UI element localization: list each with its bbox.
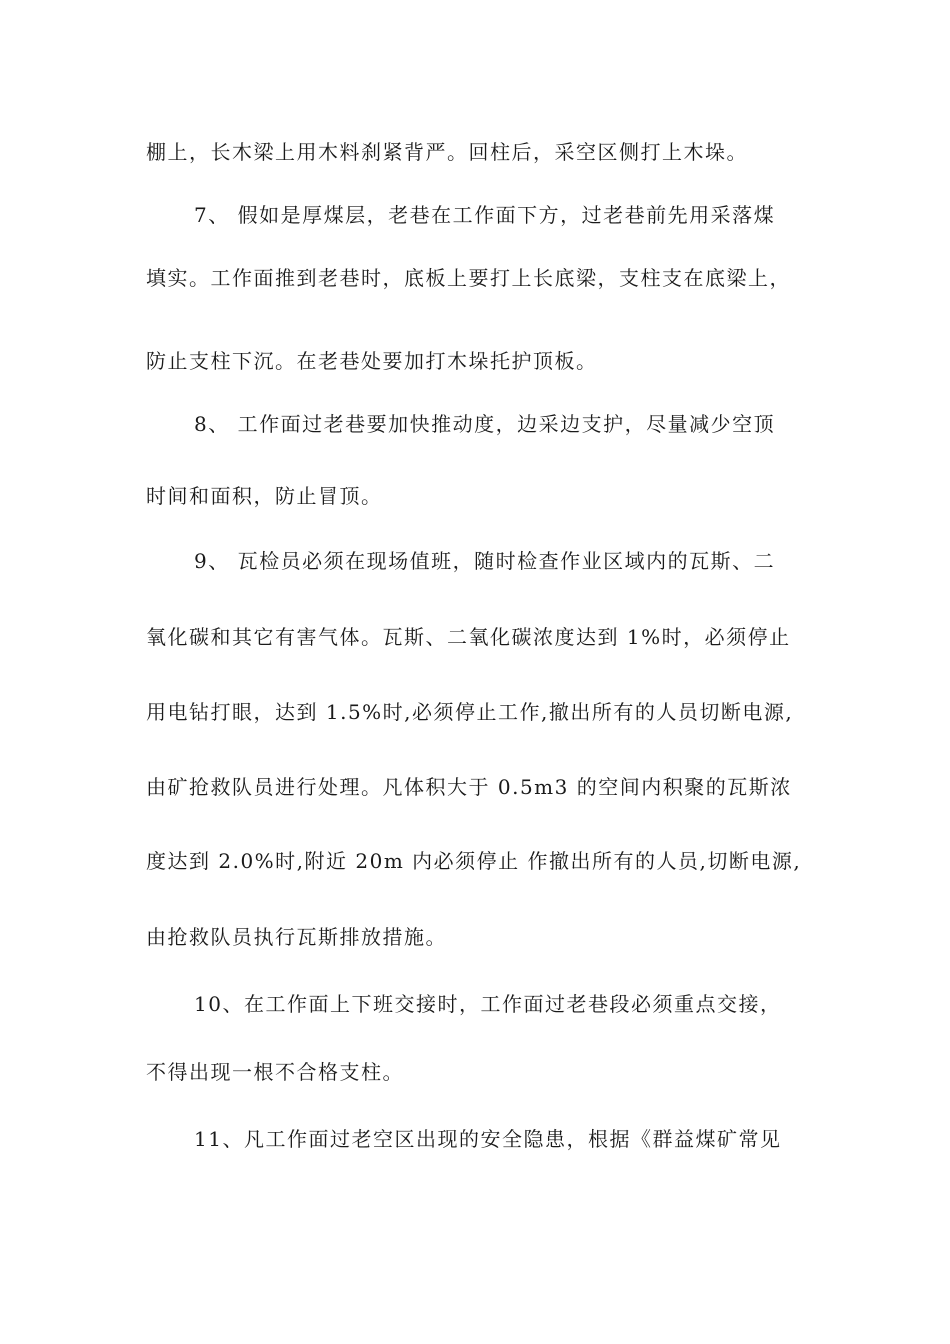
list-item-9: 9、 瓦检员必须在现场值班，随时检查作业区域内的瓦斯、二 <box>194 549 776 573</box>
text-line: 不得出现一根不合格支柱。 <box>146 1060 404 1084</box>
text-line: 用电钻打眼，达到 1.5%时,必须停止工作,撤出所有的人员切断电源, <box>146 700 794 724</box>
text-line: 由矿抢救队员进行处理。凡体积大于 0.5m3 的空间内积聚的瓦斯浓 <box>146 775 792 799</box>
text-line: 填实。工作面推到老巷时，底板上要打上长底梁，支柱支在底梁上， <box>146 266 791 290</box>
text-line: 棚上，长木梁上用木料刹紧背严。回柱后，采空区侧打上木垛。 <box>146 140 748 164</box>
text-line: 由抢救队员执行瓦斯排放措施。 <box>146 925 447 949</box>
list-item-8: 8、 工作面过老巷要加快推动度，边采边支护，尽量减少空顶 <box>194 412 776 436</box>
list-item-7: 7、 假如是厚煤层，老巷在工作面下方，过老巷前先用采落煤 <box>194 203 776 227</box>
text-line: 氧化碳和其它有害气体。瓦斯、二氧化碳浓度达到 1%时，必须停止 <box>146 625 791 649</box>
text-line: 度达到 2.0%时,附近 20m 内必须停止 作撤出所有的人员,切断电源, <box>146 849 802 873</box>
text-line: 时间和面积，防止冒顶。 <box>146 484 383 508</box>
list-item-10: 10、在工作面上下班交接时，工作面过老巷段必须重点交接， <box>194 992 782 1016</box>
list-item-11: 11、凡工作面过老空区出现的安全隐患，根据《群益煤矿常见 <box>194 1127 782 1151</box>
text-line: 防止支柱下沉。在老巷处要加打木垛托护顶板。 <box>146 349 598 373</box>
